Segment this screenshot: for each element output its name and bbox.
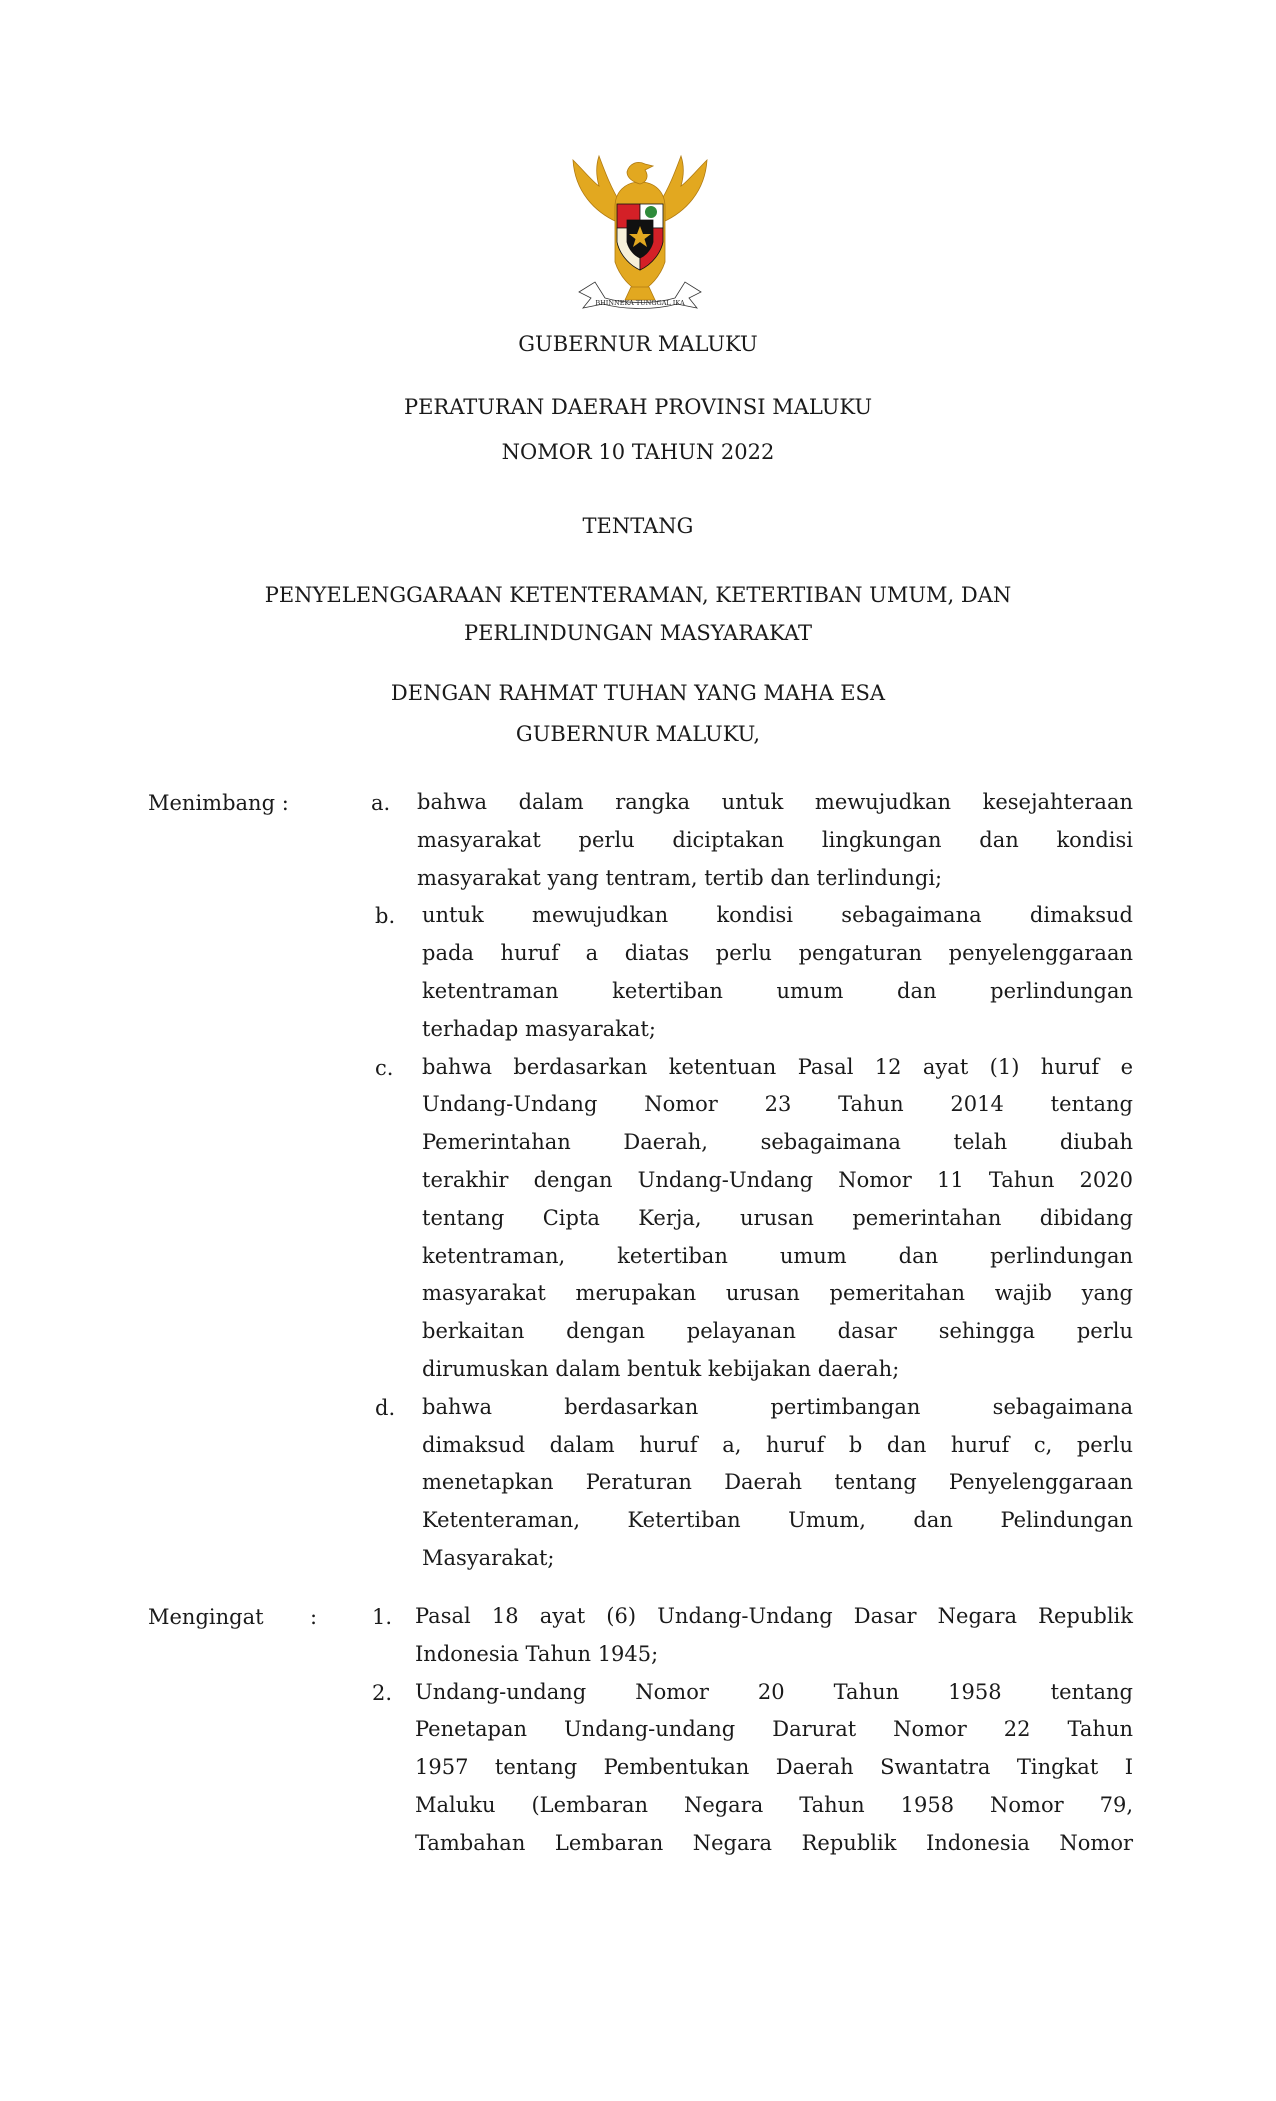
text-line: Penetapan Undang-undang Darurat Nomor 22 Tahun	[415, 1717, 1133, 1742]
authority-heading: GUBERNUR MALUKU	[518, 332, 758, 356]
text-line: bahwa dalam rangka untuk mewujudkan kesejahteraan	[417, 790, 1133, 814]
item-marker: b.	[375, 904, 396, 929]
text-line: Masyarakat;	[422, 1545, 555, 1570]
menimbang-item	[0, 1389, 1276, 1578]
text-line: Maluku (Lembaran Negara Tahun 1958 Nomor 79,	[415, 1792, 1133, 1817]
issuer: GUBERNUR MALUKU,	[515, 722, 761, 746]
item-marker: 1.	[372, 1605, 393, 1629]
regulation-type: PERATURAN DAERAH PROVINSI MALUKU	[403, 395, 873, 419]
text-line: masyarakat yang tentram, tertib dan terlindungi;	[417, 865, 943, 890]
text-line: dirumuskan dalam bentuk kebijakan daerah;	[422, 1356, 900, 1381]
text-line: terakhir dengan Undang-Undang Nomor 11 Tahun 2020	[422, 1167, 1133, 1192]
text-line: tentang Cipta Kerja, urusan pemerintahan dibidang	[422, 1205, 1133, 1230]
item-marker: 2.	[372, 1680, 393, 1705]
text-line: Ketenteraman, Ketertiban Umum, dan Pelindungan	[422, 1508, 1133, 1533]
text-line: ketentraman, ketertiban umum dan perlindungan	[422, 1243, 1133, 1268]
text-line: bahwa berdasarkan pertimbangan sebagaimana	[422, 1394, 1133, 1419]
text-line: dimaksud dalam huruf a, huruf b dan huruf c, perlu	[422, 1432, 1133, 1457]
mengingat-section	[0, 1598, 1276, 1863]
mengingat-label: Mengingat	[148, 1605, 264, 1629]
mengingat-list	[0, 1598, 1276, 1863]
mengingat-item	[0, 1598, 1276, 1674]
text-line: Undang-Undang Nomor 23 Tahun 2014 tentang	[422, 1092, 1133, 1117]
text-line: masyarakat perlu diciptakan lingkungan dan kondisi	[417, 827, 1133, 852]
menimbang-list	[0, 784, 1276, 1578]
garuda-pancasila-emblem	[565, 152, 715, 314]
text-line: berkaitan dengan pelayanan dasar sehingga perlu	[422, 1319, 1133, 1344]
regulation-title-line-2: PERLINDUNGAN MASYARAKAT	[463, 621, 813, 645]
item-marker: d.	[375, 1395, 396, 1420]
about-label: TENTANG	[582, 514, 694, 538]
regulation-number: NOMOR 10 TAHUN 2022	[501, 440, 775, 464]
mengingat-colon: :	[310, 1605, 318, 1629]
item-marker: a.	[371, 791, 391, 815]
menimbang-section	[0, 784, 1276, 1578]
item-marker: c.	[375, 1055, 394, 1080]
invocation: DENGAN RAHMAT TUHAN YANG MAHA ESA	[390, 681, 886, 705]
text-line: Pemerintahan Daerah, sebagaimana telah diubah	[422, 1130, 1133, 1155]
mengingat-item	[0, 1674, 1276, 1863]
svg-text:BHINNEKA TUNGGAL IKA: BHINNEKA TUNGGAL IKA	[595, 299, 685, 307]
text-line: Tambahan Lembaran Negara Republik Indonesia Nomor	[415, 1830, 1133, 1855]
menimbang-item	[0, 897, 1276, 1048]
text-line: bahwa berdasarkan ketentuan Pasal 12 ayat (1) huruf e	[422, 1054, 1133, 1079]
menimbang-item	[0, 784, 1276, 897]
regulation-title-line-1: PENYELENGGARAAN KETENTERAMAN, KETERTIBAN UMUM, DAN	[264, 583, 1012, 607]
text-line: ketentraman ketertiban umum dan perlindungan	[422, 978, 1133, 1003]
text-line: 1957 tentang Pembentukan Daerah Swantatra Tingkat I	[415, 1755, 1133, 1780]
menimbang-label: Menimbang :	[148, 791, 289, 815]
text-line: untuk mewujudkan kondisi sebagaimana dimaksud	[422, 903, 1133, 928]
text-line: Indonesia Tahun 1945;	[415, 1641, 659, 1666]
text-line: menetapkan Peraturan Daerah tentang Penyelenggaraan	[422, 1470, 1133, 1495]
text-line: pada huruf a diatas perlu pengaturan penyelenggaraan	[422, 941, 1133, 966]
text-line: Pasal 18 ayat (6) Undang-Undang Dasar Negara Republik	[415, 1604, 1133, 1628]
menimbang-item	[0, 1049, 1276, 1389]
text-line: terhadap masyarakat;	[422, 1016, 656, 1041]
text-line: masyarakat merupakan urusan pemeritahan wajib yang	[422, 1281, 1133, 1306]
text-line: Undang-undang Nomor 20 Tahun 1958 tentang	[415, 1679, 1133, 1704]
